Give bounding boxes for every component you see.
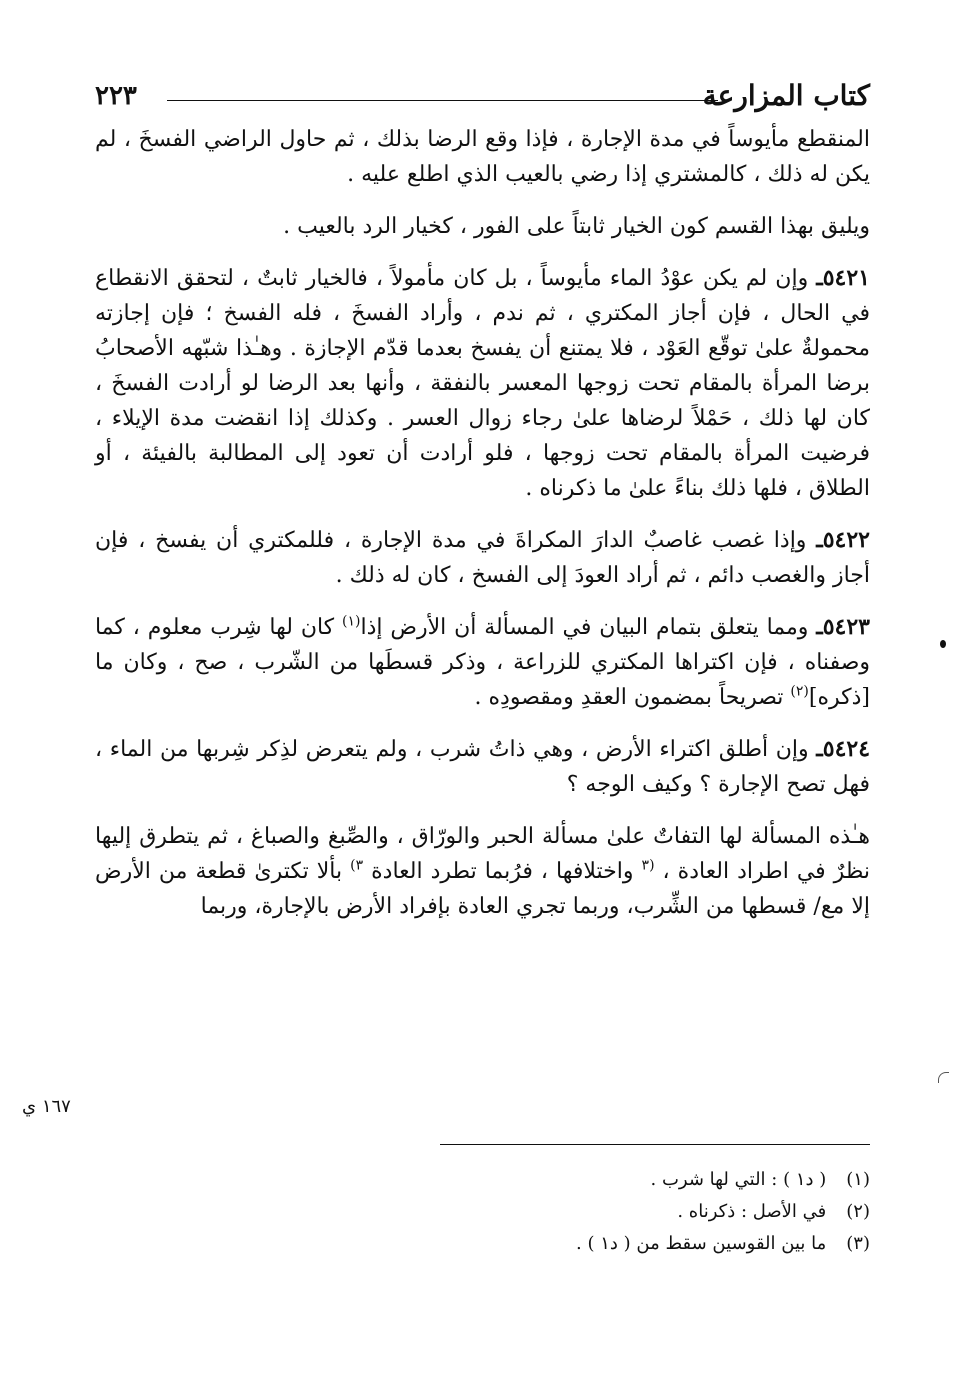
paragraph-text: بألا تكترىٰ قطعة من الأرض إلا مع/ قسطها من الشِّرب، وربما تجري العادة بإفراد الأرض بالإجارة، وربما xyxy=(95,859,870,919)
paragraph xyxy=(95,819,870,924)
page-header xyxy=(95,78,870,118)
paragraph-text: وإن أطلق اكتراء الأرض ، وهي ذاتُ شرب ، ولم يتعرض لذِكر شِربها من الماء ، فهل تصح الإجارة ؟ وكيف الوجه ؟ xyxy=(95,737,870,797)
paragraph-text: وإن لم يكن عوْدُ الماء مأيوساً ، بل كان مأمولاً ، فالخيار ثابتٌ ، لتحقق الانقطاع في الحال ، فإن أجاز المكتري ، ثم ندم ، وأراد الفسخَ ، فله الفسخ ؛ فإن إجازته محمولةٌ علىٰ توقّع العَوْد ، فلا يمتنع أن يفسخ بعدما قدّم الإجازة . وهـٰذا شبّهه الأصحابُ برضا المرأة بالمقام تحت زوجها المعسر بالنفقة ، وأنها بعد الرضا لو أرادت الفسخَ ، كان لها ذلك ، حَمْلاً لرضاها علىٰ رجاء زوال العسر . وكذلك إذا انقضت مدة الإيلاء ، فرضيت المرأة بالمقام تحت زوجها ، فلو أرادت أن تعود إلى المطالبة بالفيئة ، أو الطلاق ، فلها ذلك بناءً علىٰ ما ذكرناه . xyxy=(95,266,870,501)
footnote-text: ( د١ ) : التي لها شرب . xyxy=(650,1169,827,1190)
footnote-number: (٣) xyxy=(846,1233,870,1254)
paragraph-number: ٥٤٢٤ـ xyxy=(816,736,871,762)
margin-dot-mark xyxy=(940,640,946,648)
footnote xyxy=(270,1164,870,1196)
footnote-number: (٢) xyxy=(846,1201,870,1222)
footnote xyxy=(270,1196,870,1228)
footnote-ref: (٢) xyxy=(790,683,809,700)
chapter-title: كتاب المزارعة xyxy=(702,79,870,112)
paragraph-text: المنقطع مأيوساً في مدة الإجارة ، فإذا وقع الرضا بذلك ، ثم حاول الراضي الفسخَ ، لم يكن له ذلك ، كالمشتري إذا رضي بالعيب الذي اطلع عليه . xyxy=(95,127,870,187)
paragraph-continuation xyxy=(95,122,870,192)
paragraph-text: كان لها شِرب معلوم ، كما وصفناه ، فإن اكتراها المكتري للزراعة ، وذكر قسطَها من الشّرب ، صح ، وكان ما [ذكره] xyxy=(95,615,870,710)
paragraph-text: هـٰذه المسألة لها التفاتٌ علىٰ مسألة الحبر والورّاق ، والصِّبغ والصباغ ، ثم يتطرق إليها نظرٌ في اطراد العادة ، xyxy=(95,824,870,884)
paragraph-number: ٥٤٢٣ـ xyxy=(816,614,870,640)
header-rule xyxy=(167,100,718,101)
page-number: ٢٢٣ xyxy=(95,81,137,111)
manuscript-folio-note: ١٦٧ ي xyxy=(22,1096,71,1117)
footnote-ref: (٣ xyxy=(641,857,655,874)
footnote-text: ما بين القوسين سقط من ( د١ ) . xyxy=(576,1233,827,1254)
paragraph-5423 xyxy=(95,610,870,715)
paragraph-text: ويليق بهذا القسم كون الخيار ثابتاً على الفور ، كخيار الرد بالعيب . xyxy=(283,214,870,239)
footnotes xyxy=(270,1164,870,1260)
paragraph-5421 xyxy=(95,261,870,506)
paragraph-text: تصريحاً بمضمون العقدِ ومقصودِه . xyxy=(474,685,791,710)
page-body xyxy=(95,122,870,924)
margin-hook-mark xyxy=(938,1072,949,1083)
footnote xyxy=(270,1228,870,1260)
paragraph-5422 xyxy=(95,523,870,593)
paragraph-text: ومما يتعلق بتمام البيان في المسألة أن الأرض إذا xyxy=(360,615,809,640)
paragraph-text: وإذا غصب غاصبٌ الدارَ المكراةَ في مدة الإجارة ، فللمكتري أن يفسخ ، فإن أجاز والغصب دائم ، ثم أراد العودَ إلى الفسخ ، كان له ذلك . xyxy=(95,528,870,588)
footnote-ref: (١) xyxy=(342,613,361,630)
paragraph-number: ٥٤٢١ـ xyxy=(816,265,870,291)
footnote-ref: ٣) xyxy=(350,857,364,874)
footnote-number: (١) xyxy=(846,1169,870,1190)
paragraph-text: واختلافها ، فرُبما تطرد العادة xyxy=(363,859,642,884)
paragraph xyxy=(95,209,870,244)
footnote-text: في الأصل : ذكرناه . xyxy=(677,1201,827,1222)
footnote-rule xyxy=(440,1144,870,1145)
paragraph-5424 xyxy=(95,732,870,802)
paragraph-number: ٥٤٢٢ـ xyxy=(816,527,870,553)
